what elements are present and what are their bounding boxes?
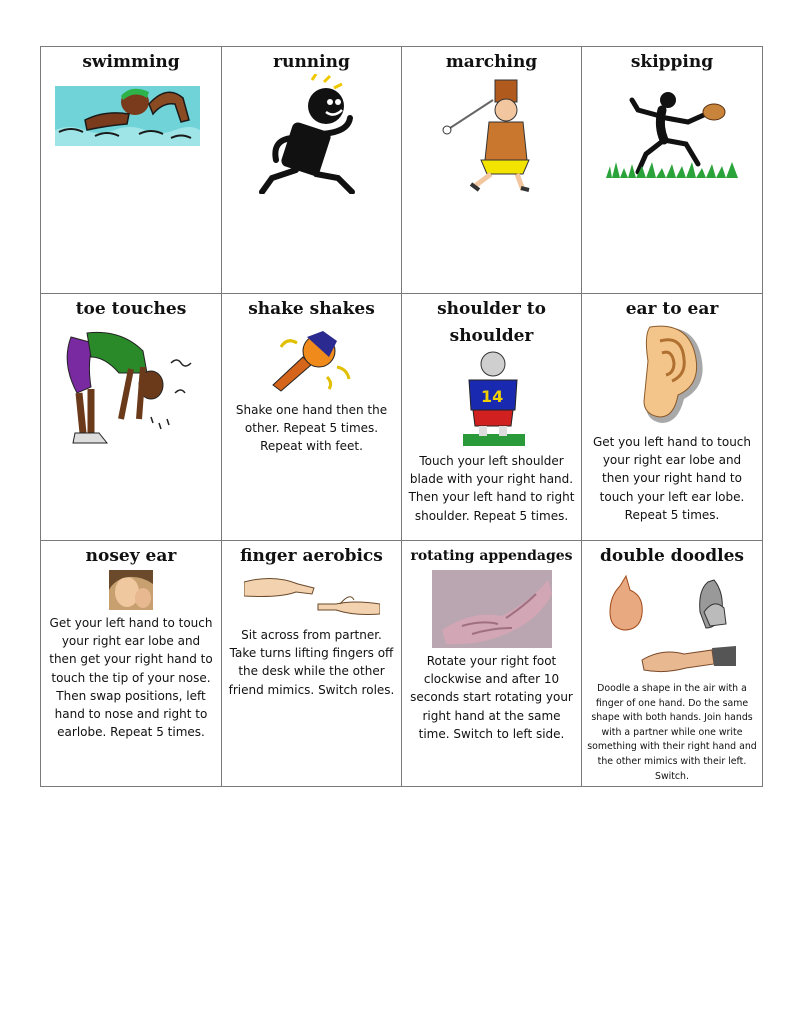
- majorette-icon: [437, 74, 547, 192]
- toe-touch-icon: [51, 323, 211, 448]
- shaking-hand-icon: [267, 327, 357, 393]
- card-description: Rotate your right foot clockwise and after 10 seconds start rotating your right hand at the same time. Switch to left side.: [410, 654, 573, 741]
- card-shake-shakes: [222, 294, 402, 541]
- card-title: skipping: [630, 52, 714, 72]
- card-toe-touches: [41, 294, 222, 541]
- svg-text:14: 14: [480, 387, 503, 406]
- card-description: Shake one hand then the other. Repeat 5 times. Repeat with feet.: [235, 403, 388, 454]
- activity-grid: [40, 46, 763, 787]
- card-title: shoulder to shoulder: [437, 299, 546, 346]
- card-title: marching: [445, 52, 538, 72]
- ear-icon: [632, 323, 712, 427]
- runner-icon: [252, 74, 372, 194]
- card-nosey-ear: [41, 541, 222, 787]
- touching-fingers-icon: [244, 570, 380, 618]
- card-title: ear to ear: [625, 299, 719, 319]
- card-skipping: [582, 47, 763, 294]
- hands-icon: [602, 572, 742, 682]
- card-double-doodles: [582, 541, 763, 787]
- card-ear-to-ear: [582, 294, 763, 541]
- football-player-icon: [457, 350, 527, 446]
- card-title: shake shakes: [248, 299, 375, 319]
- card-description: Sit across from partner. Take turns lifting fingers off the desk while the other friend mimics. Switch roles.: [228, 628, 395, 697]
- card-title: rotating appendages: [410, 548, 573, 564]
- card-description: Doodle a shape in the air with a finger of one hand. Do the same shape with both hands. Join hands with a partner while one write something with their right hand and the other mimics with their left. Switch.: [587, 683, 757, 782]
- skipper-icon: [602, 90, 742, 180]
- card-title: nosey ear: [85, 546, 177, 566]
- card-title: double doodles: [600, 546, 744, 566]
- card-title: running: [273, 52, 350, 72]
- card-rotating-appendages: [402, 541, 582, 787]
- foot-photo-icon: [432, 570, 552, 648]
- card-description: Get your left hand to touch your right ear lobe and then get your right hand to touch the tip of your nose. Then swap positions, left hand to nose and right to earlobe. Repeat 5 times.: [49, 616, 213, 740]
- card-shoulder-to-shoulder: [402, 294, 582, 541]
- card-running: [222, 47, 402, 294]
- card-title: finger aerobics: [240, 546, 383, 566]
- card-swimming: [41, 47, 222, 294]
- swimmer-icon: [55, 80, 200, 146]
- card-description: Touch your left shoulder blade with your right hand. Then your left hand to right shoulder. Repeat 5 times.: [408, 454, 575, 523]
- card-finger-aerobics: [222, 541, 402, 787]
- card-marching: [402, 47, 582, 294]
- face-photo-icon: [109, 570, 153, 610]
- card-title: toe touches: [75, 299, 187, 319]
- card-description: Get you left hand to touch your right ear lobe and then your right hand to touch your left ear lobe. Repeat 5 times.: [592, 435, 752, 522]
- card-title: swimming: [82, 52, 180, 72]
